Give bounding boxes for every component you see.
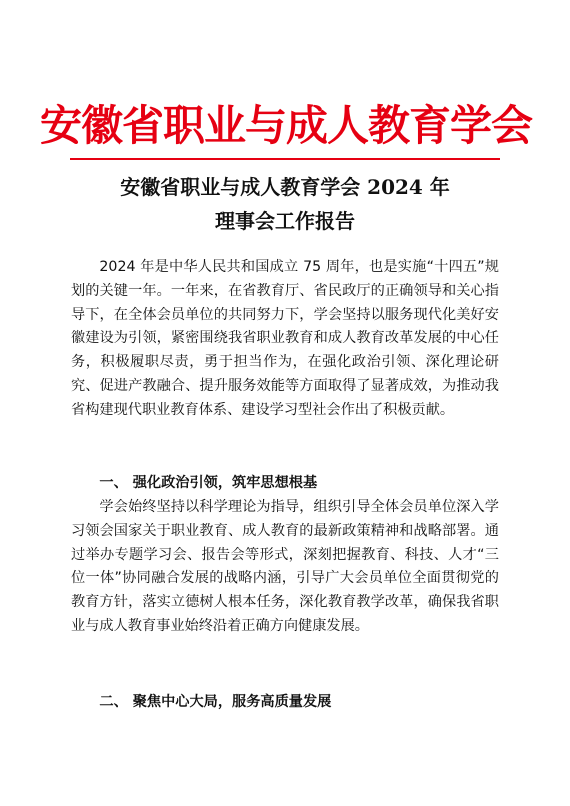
report-title <box>40 170 530 238</box>
report-title-line-2: 理事会工作报告 <box>215 209 355 233</box>
intro-paragraph: 2024 年是中华人民共和国成立 75 周年，也是实施“十四五”规划的关键一年。一年来，在省教育厅、省民政厅的正确领导和关心指导下，在全体会员单位的共同努力下，学会坚持以服务现代化美好安徽建设为引领，紧密围绕我省职业教育和成人教育改革发展的中心任务，积极履职尽责，勇于担当作为，在强化政治引领、深化理论研究、促进产教融合、提升服务效能等方面取得了显著成效，为推动我省构建现代职业教育体系、建设学习型社会作出了积极贡献。 <box>71 259 499 418</box>
section-paragraph-1: 学会始终坚持以科学理论为指导，组织引导全体会员单位深入学习领会国家关于职业教育、成人教育的最新政策精神和战略部署。通过举办专题学习会、报告会等形式，深刻把握教育、科技、人才“三位一体”协同融合发展的战略内涵，引导广大会员单位全面贯彻党的教育方针，落实立德树人根本任务，深化教育教学改革，确保我省职业与成人教育事业始终沿着正确方向健康发展。 <box>71 499 499 634</box>
masthead-divider <box>70 158 500 160</box>
section-heading-2: 二、 聚焦中心大局，服务高质量发展 <box>99 694 332 710</box>
section-heading-1: 一、 强化政治引领，筑牢思想根基 <box>99 475 318 491</box>
organization-masthead: 安徽省职业与成人教育学会 <box>40 101 533 150</box>
report-title-line-1: 安徽省职业与成人教育学会 2024 年 <box>120 175 450 199</box>
